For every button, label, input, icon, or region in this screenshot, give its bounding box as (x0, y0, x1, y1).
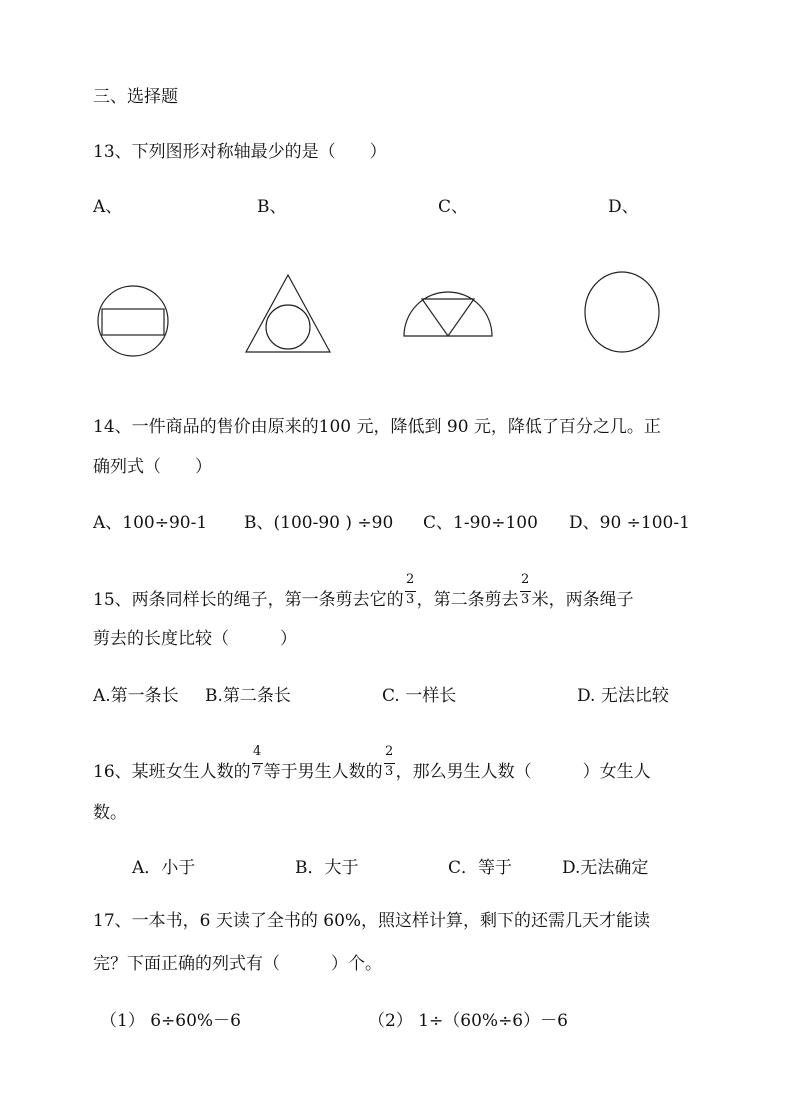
q16-option-d: D.无法确定 (562, 858, 649, 878)
question-13-stem: 13、下列图形对称轴最少的是（ ） (93, 142, 387, 162)
q15-fraction-1 (405, 572, 416, 611)
q16-text-part1: 16、某班女生人数的 (93, 762, 251, 782)
semicircle-with-inverted-triangle-icon (402, 290, 494, 338)
q14-option-a: A、100÷90-1 (93, 513, 208, 533)
q15-fraction-2-numerator: 2 (521, 572, 530, 587)
q13-option-a-label: A、 (93, 197, 123, 217)
question-14-stem-line1: 14、一件商品的售价由原来的100 元，降低到 90 元，降低了百分之几。正 (93, 417, 661, 437)
q15-text-part3: 米，两条绳子 (531, 590, 634, 610)
q13-option-b-label: B、 (257, 197, 287, 217)
q15-text-part1: 15、两条同样长的绳子，第一条剪去它的 (93, 590, 404, 610)
q14-option-c: C、1-90÷100 (423, 513, 538, 533)
q16-fraction-2-numerator: 2 (385, 744, 394, 759)
question-15-stem-line2: 剪去的长度比较（ ） (93, 629, 297, 649)
q15-option-a: A.第一条长 (93, 686, 179, 706)
q15-option-d: D. 无法比较 (577, 686, 669, 706)
q16-fraction-1-denominator: 7 (253, 764, 262, 779)
q16-fraction-1-numerator: 4 (253, 744, 262, 759)
q16-option-c: C．等于 (448, 858, 513, 878)
q15-fraction-2-denominator: 3 (521, 592, 530, 607)
q15-option-b: B.第二条长 (205, 686, 291, 706)
q16-fraction-1 (252, 744, 263, 783)
question-16-stem-line2: 数。 (93, 803, 127, 823)
q17-item-1: （1） 6÷60%－6 (100, 1011, 241, 1031)
question-14-stem-line2: 确列式（ ） (93, 457, 212, 477)
section-title: 三、选择题 (93, 87, 178, 107)
q16-option-b: B．大于 (295, 858, 359, 878)
q15-fraction-2 (520, 572, 531, 611)
q15-fraction-1-numerator: 2 (406, 572, 415, 587)
q13-option-d-label: D、 (608, 197, 639, 217)
q16-option-a: A．小于 (132, 858, 196, 878)
q14-option-b: B、(100-90 ) ÷90 (244, 513, 394, 533)
q17-item-2: （2） 1÷（60%÷6）－6 (368, 1011, 568, 1031)
circle-icon (583, 270, 663, 354)
circle-with-inscribed-rectangle-icon (96, 284, 172, 360)
q15-option-c: C. 一样长 (382, 686, 457, 706)
q16-fraction-2-denominator: 3 (385, 764, 394, 779)
q14-option-d: D、90 ÷100-1 (569, 513, 690, 533)
question-17-stem-line2: 完？下面正确的列式有（ ）个。 (93, 954, 382, 974)
q15-fraction-1-denominator: 3 (406, 592, 415, 607)
triangle-with-inscribed-circle-icon (244, 273, 332, 355)
question-16-stem-line1 (93, 744, 651, 783)
question-17-stem-line1: 17、一本书，6 天读了全书的 60%，照这样计算，剩下的还需几天才能读 (93, 911, 651, 931)
q13-option-c-label: C、 (438, 197, 469, 217)
q15-text-part2: ，第二条剪去 (416, 590, 519, 610)
q16-fraction-2 (384, 744, 395, 783)
question-15-stem-line1 (93, 572, 634, 611)
q16-text-part3: ，那么男生人数（ ）女生人 (395, 762, 651, 782)
q16-text-part2: 等于男生人数的 (263, 762, 383, 782)
